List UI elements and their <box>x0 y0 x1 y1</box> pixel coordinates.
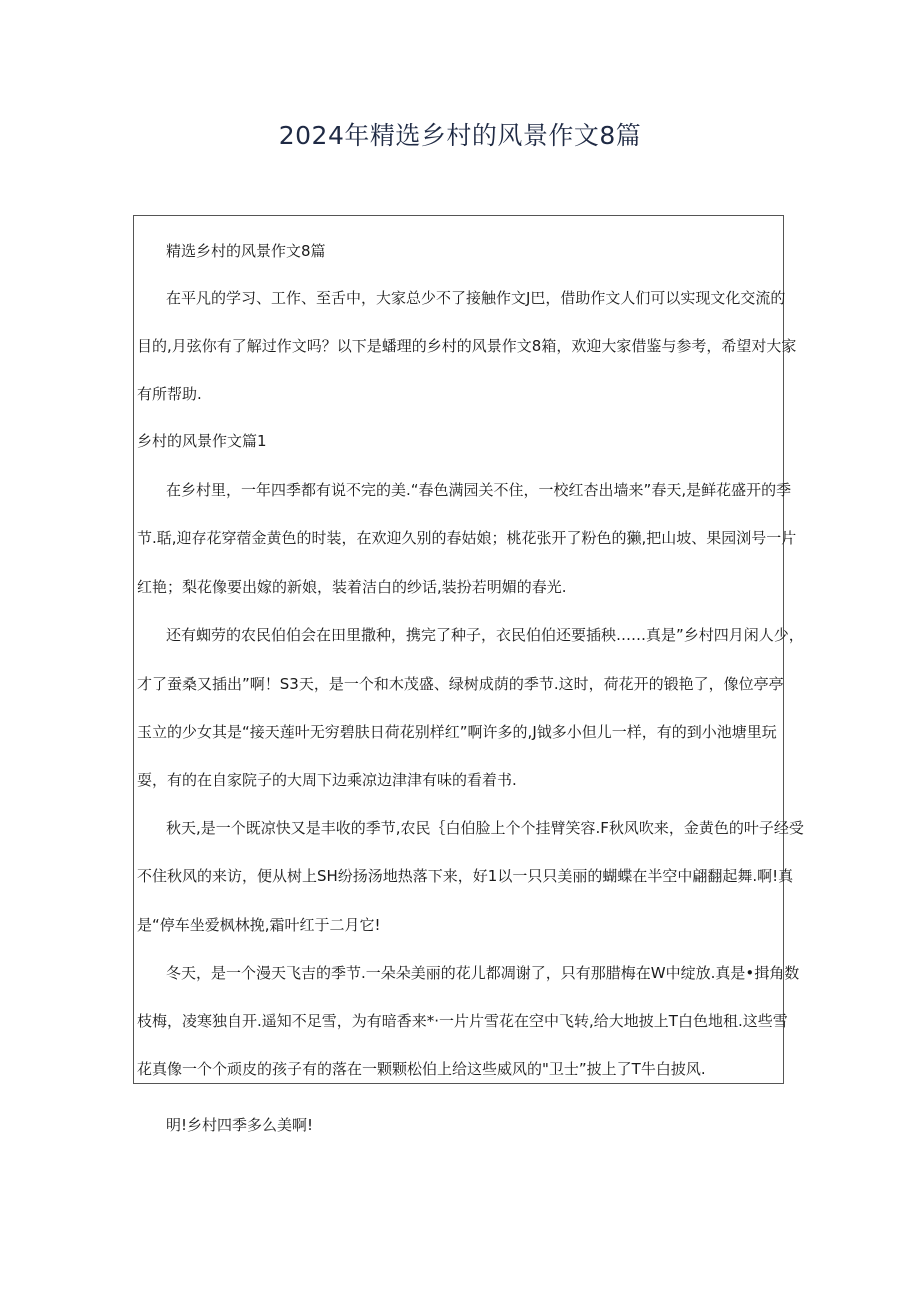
paragraph-line: 秋天,是一个既凉快又是丰收的季节,农民｛白伯脸上个个挂臂笑容.F秋风吹来，金黄色的叶子经受 <box>166 819 804 837</box>
subtitle-line: 精选乡村的风景作文8篇 <box>166 242 326 260</box>
paragraph-line: 才了蚕桑又插出”啊！S3天，是一个和木茂盛、绿树成荫的季节.这时，荷花开的锻艳了，像位亭亭 <box>137 675 784 693</box>
paragraph-line: 花真像一个个顽皮的孩子有的落在一颗颗松伯上给这些威风的"卫士”披上了T牛白披风. <box>137 1060 706 1078</box>
paragraph-line: 还有蜘劳的农民伯伯会在田里撒种，携完了种子，衣民伯伯还要插秧……真是”乡村四月闲人少， <box>166 626 804 644</box>
paragraph-line: 冬天，是一个漫天飞吉的季节.一朵朵美丽的花儿都凋谢了，只有那腊梅在W中绽放.真是•揖角数 <box>166 964 800 982</box>
paragraph-line: 红艳；梨花像要出嫁的新娘，装着洁白的纱话,装扮若明媚的春光. <box>137 578 567 596</box>
paragraph-line: 是“停车坐爱枫林挽,霜叶红于二月它! <box>137 916 381 934</box>
paragraph-line: 有所帮助. <box>137 385 202 403</box>
paragraph-line: 在平凡的学习、工作、至舌中，大家总少不了接触作文J巴，借助作文人们可以实现文化交流的 <box>166 289 786 307</box>
paragraph-line: 枝梅，凌寒独自开.遥知不足雪，为有暗香来*·一片片雪花在空中飞转,给大地披上T白色地租.这些雪 <box>137 1012 788 1030</box>
paragraph-line: 不住秋风的来访，便从树上SH纷扬汤地热落下来，好1以一只只美丽的蝴蝶在半空中翩翻起舞.啊!真 <box>137 867 794 885</box>
document-title: 2024年精选乡村的风景作文8篇 <box>278 121 642 150</box>
closing-line: 明!乡村四季多么美啊! <box>166 1116 314 1134</box>
section-heading: 乡村的风景作文篇1 <box>137 432 267 450</box>
paragraph-line: 在乡村里，一年四季都有说不完的美.“春色满园关不住，一校红杏出墙来”春天,是鲜花盛开的季 <box>166 481 792 499</box>
paragraph-line: 耍，有的在自家院子的大周下边乘凉边津津有味的看着书. <box>137 771 517 789</box>
paragraph-line: 目的,月弦你有了解过作文吗？以下是蟠理的乡村的风景作文8箱，欢迎大家借鉴与参考，希望对大家 <box>137 337 797 355</box>
paragraph-line: 节.聒,迎存花穿蓿金黄色的时装，在欢迎久别的春姑娘；桃花张开了粉色的獭,把山坡、果园浏号一片 <box>137 529 797 547</box>
paragraph-line: 玉立的少女其是“接天莲叶无穷碧肤日荷花别样红”啊许多的,J钺多小但儿一样，有的到小池塘里玩 <box>137 723 777 741</box>
